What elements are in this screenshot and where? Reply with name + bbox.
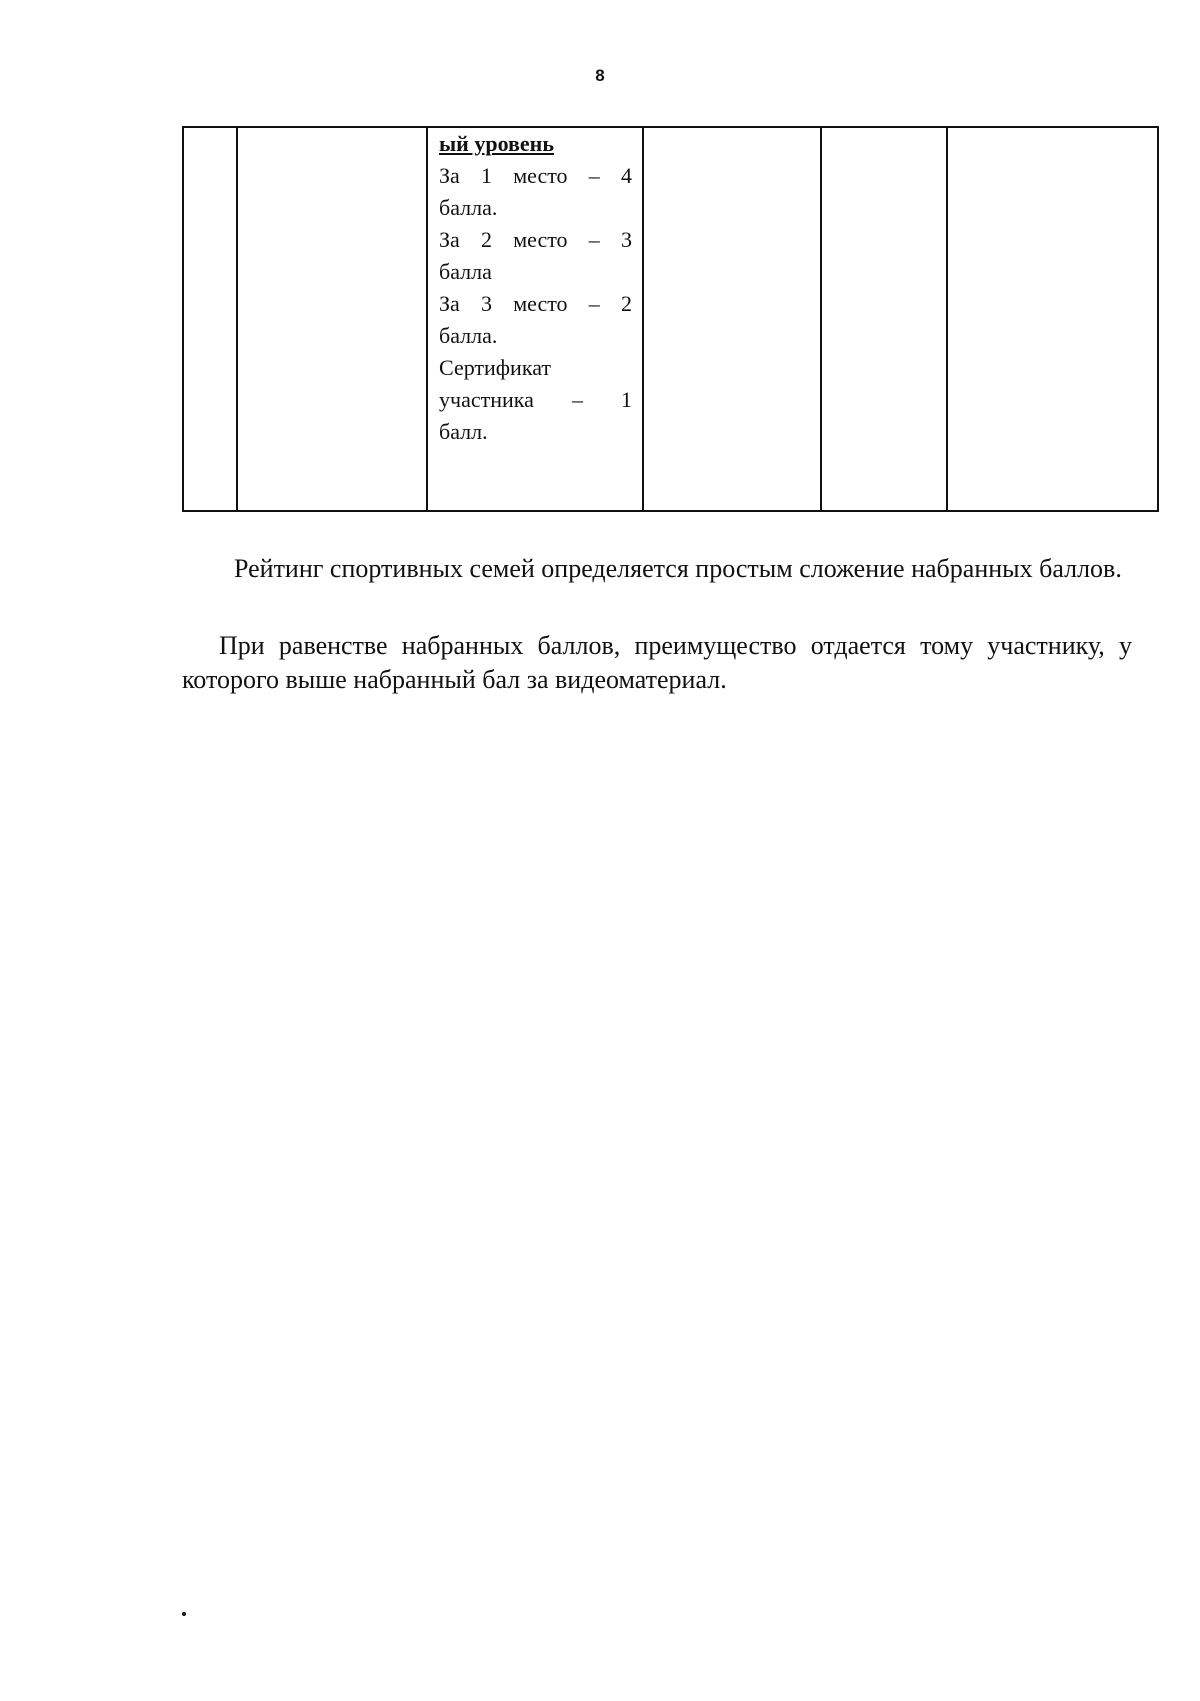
criteria-line: За 1 место – 4 bbox=[439, 163, 632, 188]
table-cell-empty-2 bbox=[821, 127, 947, 511]
criteria-line: балла bbox=[439, 259, 492, 284]
tie-break-paragraph: При равенстве набранных баллов, преимущество отдается тому участнику, у которого выше набранный бал за видеоматериал. bbox=[182, 631, 1132, 694]
table-row bbox=[183, 127, 1158, 511]
criteria-line: балла. bbox=[439, 195, 498, 220]
rating-paragraph: Рейтинг спортивных семей определяется простым сложение набранных баллов. bbox=[234, 554, 1122, 583]
criteria-line: За 3 место – 2 bbox=[439, 291, 632, 316]
criteria-line: За 2 место – 3 bbox=[439, 227, 632, 252]
table-cell-empty-1 bbox=[643, 127, 821, 511]
criteria-line: участника – 1 bbox=[439, 387, 632, 412]
criteria-line: балла. bbox=[439, 323, 498, 348]
table-cell-criteria bbox=[427, 127, 643, 511]
criteria-line: Сертификат bbox=[439, 355, 551, 380]
score-table bbox=[182, 126, 1159, 512]
criteria-level: ый уровень bbox=[439, 131, 554, 156]
criteria-line: балл. bbox=[439, 419, 488, 444]
table-cell-name bbox=[237, 127, 427, 511]
criteria-lines bbox=[439, 160, 632, 448]
margin-mark bbox=[182, 1612, 186, 1616]
table-cell-empty-3 bbox=[947, 127, 1158, 511]
table-cell-number bbox=[183, 127, 237, 511]
page-number: 8 bbox=[595, 66, 605, 85]
